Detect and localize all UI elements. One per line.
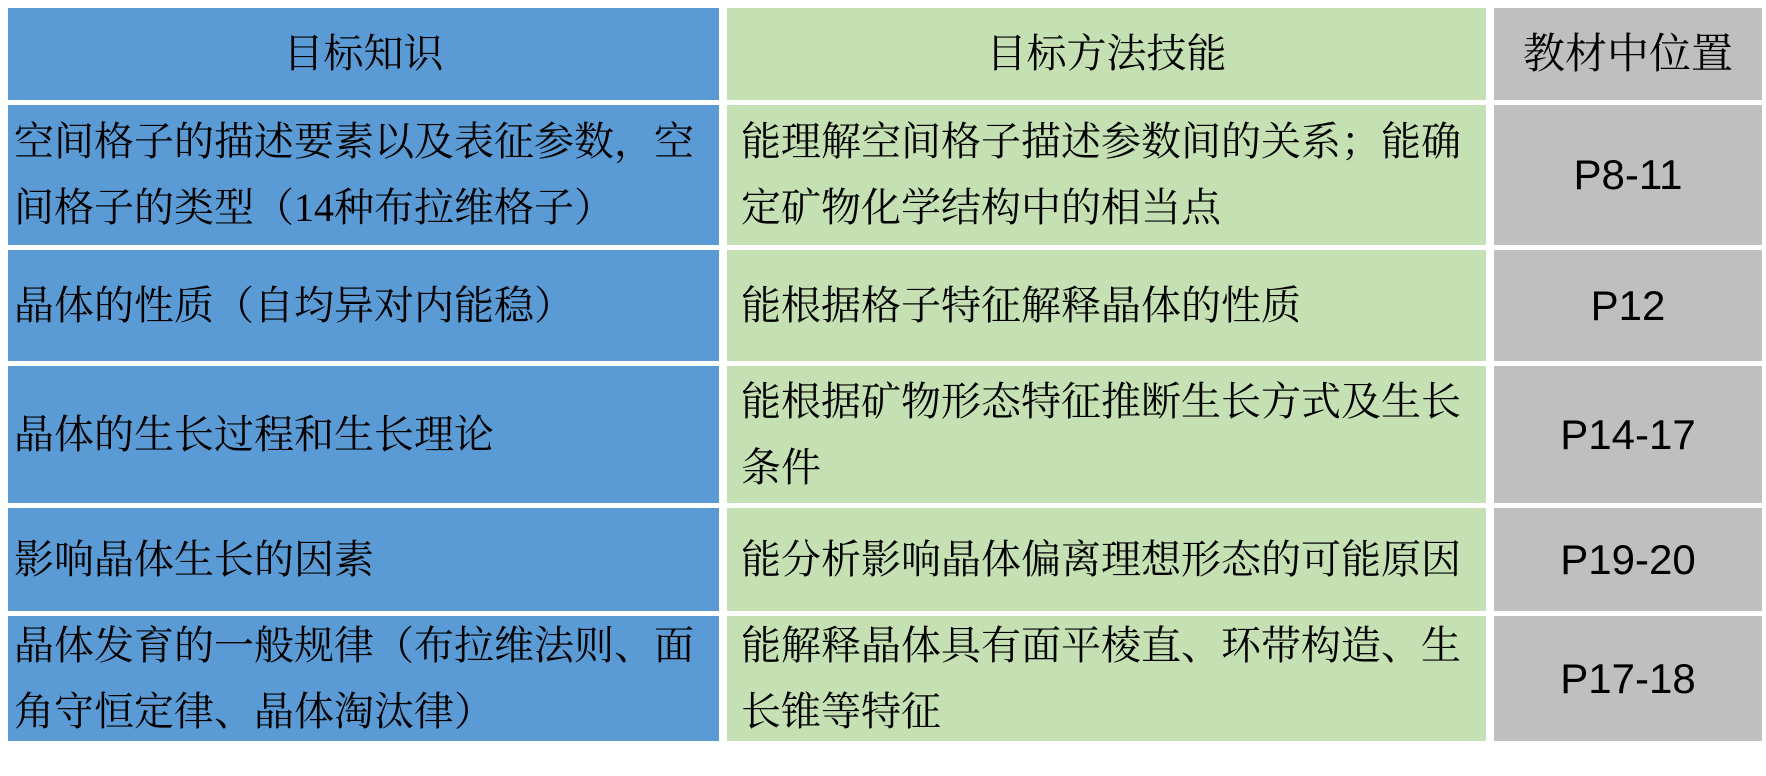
cell-location-row3: [1494, 366, 1762, 503]
cell-skill-row5: [727, 616, 1486, 741]
header-knowledge: [8, 8, 719, 100]
header-skill: [727, 8, 1486, 100]
location-text: P12: [1590, 281, 1666, 329]
skill-text: 能根据矿物形态特征推断生长方式及生长条件: [741, 378, 1461, 490]
learning-objectives-table: [8, 8, 1762, 741]
skill-text: 能理解空间格子描述参数间的关系；能确定矿物化学结构中的相当点: [741, 119, 1461, 230]
cell-skill-row4: [727, 508, 1486, 611]
header-skill-label: 目标方法技能: [986, 31, 1227, 76]
cell-knowledge-row1: [8, 105, 719, 245]
cell-skill-row2: [727, 250, 1486, 361]
knowledge-text: 空间格子的描述要素以及表征参数，空间格子的类型（14种布拉维格子）: [14, 119, 694, 230]
location-text: P8-11: [1573, 151, 1683, 199]
cell-knowledge-row2: [8, 250, 719, 361]
location-text: P19-20: [1560, 535, 1696, 583]
cell-knowledge-row3: [8, 366, 719, 503]
cell-location-row2: [1494, 250, 1762, 361]
header-knowledge-label: 目标知识: [283, 31, 444, 76]
knowledge-text: 影响晶体生长的因素: [14, 536, 374, 582]
location-text: P17-18: [1560, 654, 1696, 702]
cell-skill-row3: [727, 366, 1486, 503]
cell-skill-row1: [727, 105, 1486, 245]
cell-knowledge-row4: [8, 508, 719, 611]
header-location-label: 教材中位置: [1522, 30, 1733, 78]
cell-location-row5: [1494, 616, 1762, 741]
skill-text: 能分析影响晶体偏离理想形态的可能原因: [741, 536, 1461, 582]
cell-knowledge-row5: [8, 616, 719, 741]
location-text: P14-17: [1560, 410, 1696, 458]
knowledge-text: 晶体的性质（自均异对内能稳）: [14, 282, 574, 328]
header-location: [1494, 8, 1762, 100]
knowledge-text: 晶体发育的一般规律（布拉维法则、面角守恒定律、晶体淘汰律）: [14, 622, 694, 734]
skill-text: 能解释晶体具有面平棱直、环带构造、生长锥等特征: [741, 622, 1461, 734]
knowledge-text: 晶体的生长过程和生长理论: [14, 411, 494, 457]
cell-location-row1: [1494, 105, 1762, 245]
cell-location-row4: [1494, 508, 1762, 611]
skill-text: 能根据格子特征解释晶体的性质: [741, 282, 1301, 328]
